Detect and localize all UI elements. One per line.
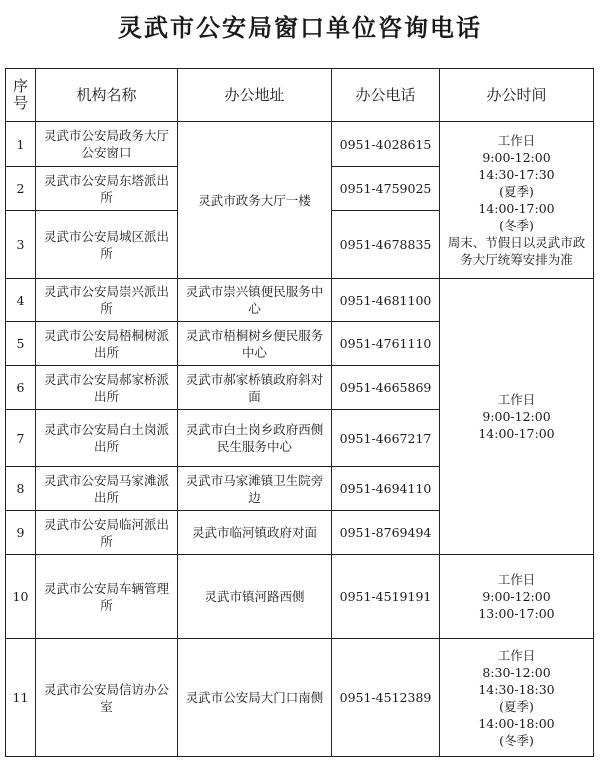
office-address: 灵武市临河镇政府对面 bbox=[178, 511, 332, 555]
office-phone: 0951-4512389 bbox=[332, 639, 440, 757]
row-number: 7 bbox=[6, 410, 36, 467]
office-address: 灵武市崇兴镇便民服务中心 bbox=[178, 279, 332, 322]
org-name: 灵武市公安局信访办公室 bbox=[36, 639, 178, 757]
office-phone: 0951-8769494 bbox=[332, 511, 440, 555]
header-hours: 办公时间 bbox=[440, 69, 594, 122]
org-name: 灵武市公安局梧桐树派出所 bbox=[36, 322, 178, 366]
row-number: 1 bbox=[6, 122, 36, 167]
row-number: 6 bbox=[6, 366, 36, 410]
office-address: 灵武市马家滩镇卫生院旁边 bbox=[178, 467, 332, 511]
table-row bbox=[6, 555, 594, 639]
row-number: 4 bbox=[6, 279, 36, 322]
org-name: 灵武市公安局崇兴派出所 bbox=[36, 279, 178, 322]
header-address: 办公地址 bbox=[178, 69, 332, 122]
org-name: 灵武市公安局临河派出所 bbox=[36, 511, 178, 555]
contact-table bbox=[5, 68, 594, 757]
row-number: 5 bbox=[6, 322, 36, 366]
office-address: 灵武市梧桐树乡便民服务中心 bbox=[178, 322, 332, 366]
row-number: 3 bbox=[6, 211, 36, 279]
office-hours: 工作日 9:00-12:00 13:00-17:00 bbox=[440, 555, 594, 639]
office-address: 灵武市公安局大门口南侧 bbox=[178, 639, 332, 757]
office-phone: 0951-4665869 bbox=[332, 366, 440, 410]
table-row bbox=[6, 279, 594, 322]
row-number: 11 bbox=[6, 639, 36, 757]
office-phone: 0951-4681100 bbox=[332, 279, 440, 322]
header-phone: 办公电话 bbox=[332, 69, 440, 122]
office-address: 灵武市白土岗乡政府西侧民生服务中心 bbox=[178, 410, 332, 467]
office-phone: 0951-4678835 bbox=[332, 211, 440, 279]
org-name: 灵武市公安局马家滩派出所 bbox=[36, 467, 178, 511]
office-phone: 0951-4759025 bbox=[332, 167, 440, 211]
office-hours: 工作日 9:00-12:00 14:30-17:30 (夏季) 14:00-17:00 (冬季) 周末、节假日以灵武市政务大厅统筹安排为准 bbox=[440, 122, 594, 279]
table-row bbox=[6, 122, 594, 167]
table-row bbox=[6, 639, 594, 757]
header-row bbox=[6, 69, 594, 122]
row-number: 10 bbox=[6, 555, 36, 639]
office-phone: 0951-4667217 bbox=[332, 410, 440, 467]
org-name: 灵武市公安局城区派出所 bbox=[36, 211, 178, 279]
row-number: 8 bbox=[6, 467, 36, 511]
office-phone: 0951-4761110 bbox=[332, 322, 440, 366]
header-no: 序 号 bbox=[6, 69, 36, 122]
office-address: 灵武市镇河路西侧 bbox=[178, 555, 332, 639]
header-org: 机构名称 bbox=[36, 69, 178, 122]
org-name: 灵武市公安局白土岗派出所 bbox=[36, 410, 178, 467]
row-number: 2 bbox=[6, 167, 36, 211]
org-name: 灵武市公安局车辆管理所 bbox=[36, 555, 178, 639]
office-phone: 0951-4519191 bbox=[332, 555, 440, 639]
office-hours: 工作日 9:00-12:00 14:00-17:00 bbox=[440, 279, 594, 555]
org-name: 灵武市公安局东塔派出所 bbox=[36, 167, 178, 211]
row-number: 9 bbox=[6, 511, 36, 555]
office-address: 灵武市政务大厅一楼 bbox=[178, 122, 332, 279]
office-phone: 0951-4694110 bbox=[332, 467, 440, 511]
office-phone: 0951-4028615 bbox=[332, 122, 440, 167]
office-address: 灵武市郝家桥镇政府斜对面 bbox=[178, 366, 332, 410]
org-name: 灵武市公安局郝家桥派出所 bbox=[36, 366, 178, 410]
office-hours: 工作日 8:30-12:00 14:30-18:30 (夏季) 14:00-18:00 (冬季) bbox=[440, 639, 594, 757]
org-name: 灵武市公安局政务大厅公安窗口 bbox=[36, 122, 178, 167]
page-title: 灵武市公安局窗口单位咨询电话 bbox=[118, 14, 482, 42]
